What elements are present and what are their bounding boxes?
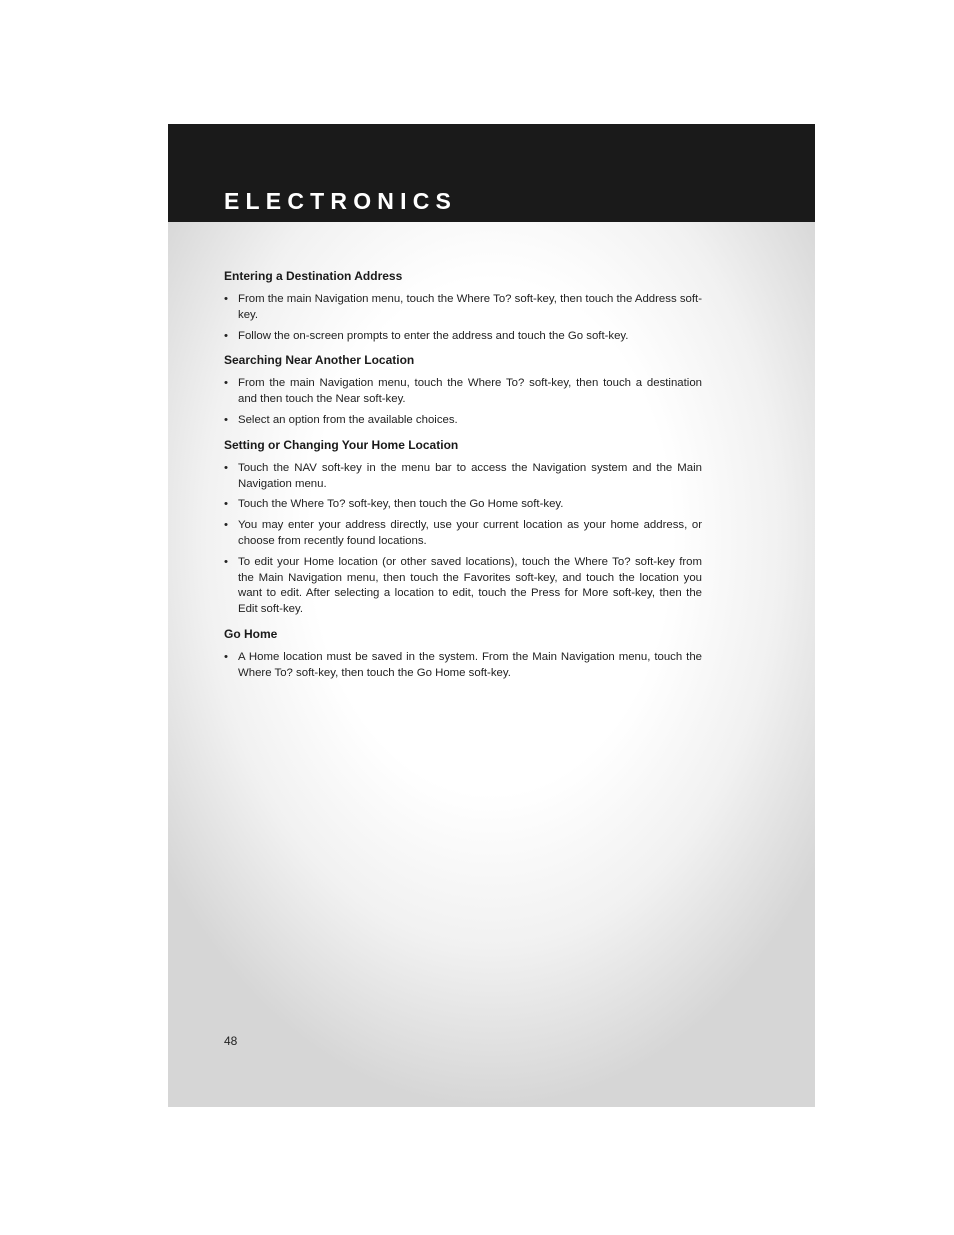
list-item-text: Touch the Where To? soft-key, then touch the Go Home soft-key.: [238, 498, 564, 511]
section-title: ELECTRONICS: [224, 188, 458, 214]
heading-entering-destination-address: Entering a Destination Address: [224, 269, 403, 283]
page-content: [224, 268, 702, 690]
bullet-dot: •: [224, 498, 228, 511]
list-item: [224, 497, 702, 513]
list-item: [224, 518, 702, 550]
bullet-dot: •: [224, 650, 228, 663]
heading-go-home: Go Home: [224, 626, 278, 641]
header-band: [168, 124, 815, 222]
list-item-text: Select an option from the available choices.: [238, 413, 458, 426]
list-item-text: Touch the NAV soft-key in the menu bar to access the Navigation system and the Main Navigation menu.: [238, 461, 702, 490]
bullet-dot: •: [224, 329, 228, 342]
page-number: 48: [224, 1034, 238, 1048]
bullet-dot: •: [224, 461, 228, 474]
bullet-dot: •: [224, 377, 228, 390]
bullet-dot: •: [224, 293, 228, 305]
list-item: [224, 461, 702, 493]
bullet-dot: •: [224, 413, 228, 426]
list-item-text: To edit your Home location (or other saved locations), touch the Where To? soft-key from the Main Navigation menu, then touch the Favorites soft-key, and touch the location you want to edit. After selecting a location to edit, touch the Press for More soft-key, then the Edit soft-key.: [238, 555, 702, 616]
list-item: [224, 376, 702, 408]
heading-searching-near-another-location: Searching Near Another Location: [224, 353, 415, 368]
bullet-list-setting-home-location: [224, 461, 702, 618]
bullet-dot: •: [224, 519, 228, 532]
list-item: [224, 650, 702, 682]
list-item: [224, 413, 702, 429]
list-item-text: You may enter your address directly, use your current location as your home address, or choose from recently found locations.: [238, 519, 702, 547]
list-item-text: A Home location must be saved in the system. From the Main Navigation menu, touch the Where To? soft-key, then touch the Go Home soft-key.: [238, 650, 702, 679]
bullet-list-entering-destination-address: [224, 292, 702, 344]
heading-setting-home-location: Setting or Changing Your Home Location: [224, 437, 459, 452]
bullet-dot: •: [224, 555, 228, 568]
list-item: [224, 292, 702, 324]
list-item: [224, 329, 702, 345]
list-item-text: From the main Navigation menu, touch the Where To? soft-key, then touch a destination and then touch the Near soft-key.: [238, 377, 702, 406]
manual-page: [168, 124, 815, 1107]
list-item-text: From the main Navigation menu, touch the Where To? soft-key, then touch the Address soft-key.: [238, 293, 702, 321]
bullet-list-searching-near-another-location: [224, 376, 702, 428]
list-item: [224, 555, 702, 618]
bullet-list-go-home: [224, 650, 702, 682]
list-item-text: Follow the on-screen prompts to enter the address and touch the Go soft-key.: [238, 329, 629, 342]
